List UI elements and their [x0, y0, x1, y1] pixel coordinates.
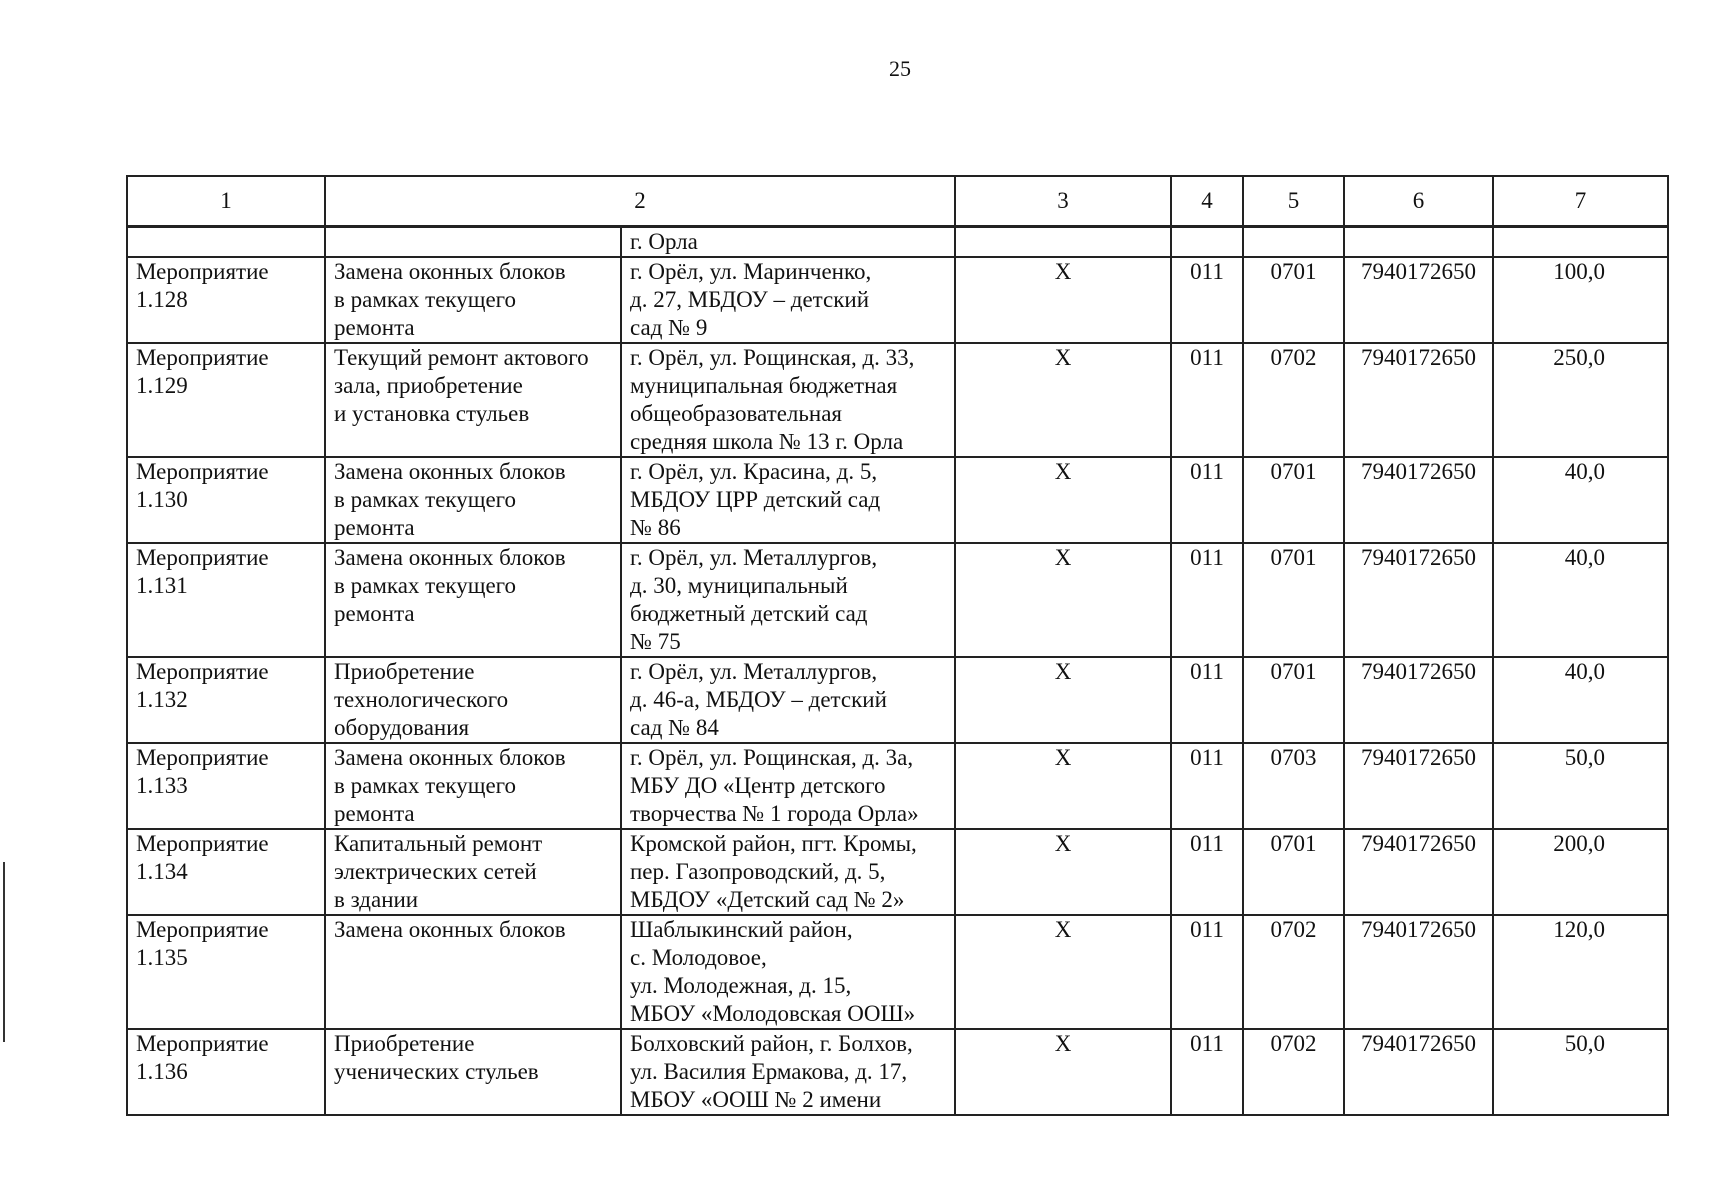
col4-cell: 011 [1171, 915, 1243, 1029]
col3-cell: Х [955, 915, 1171, 1029]
header-cell: 3 [955, 176, 1171, 227]
col6-cell: 7940172650 [1344, 257, 1493, 343]
empty-cell [127, 227, 325, 258]
empty-cell [1344, 227, 1493, 258]
event-name-cell: Замена оконных блоков в рамках текущего ремонта [325, 257, 621, 343]
event-id-cell: Мероприятие 1.129 [127, 343, 325, 457]
event-name-cell: Текущий ремонт актового зала, приобретение и установка стульев [325, 343, 621, 457]
table-row [127, 657, 1668, 743]
event-id-cell: Мероприятие 1.128 [127, 257, 325, 343]
col3-cell: Х [955, 257, 1171, 343]
address-cell: Болховский район, г. Болхов, ул. Василия Ермакова, д. 17, МБОУ «ООШ № 2 имени [621, 1029, 955, 1115]
col5-cell: 0702 [1243, 915, 1344, 1029]
address-cell: г. Орёл, ул. Металлургов, д. 46-а, МБДОУ – детский сад № 84 [621, 657, 955, 743]
col4-cell: 011 [1171, 1029, 1243, 1115]
col5-cell: 0701 [1243, 829, 1344, 915]
continuation-row [127, 227, 1668, 258]
amount-cell: 50,0 [1493, 743, 1668, 829]
page-number: 25 [889, 56, 911, 81]
header-cell: 4 [1171, 176, 1243, 227]
event-id-cell: Мероприятие 1.130 [127, 457, 325, 543]
col4-cell: 011 [1171, 657, 1243, 743]
col4-cell: 011 [1171, 829, 1243, 915]
amount-cell: 40,0 [1493, 543, 1668, 657]
col6-cell: 7940172650 [1344, 743, 1493, 829]
empty-cell [325, 227, 621, 258]
table-row [127, 915, 1668, 1029]
header-cell: 2 [325, 176, 955, 227]
amount-cell: 50,0 [1493, 1029, 1668, 1115]
event-name-cell: Замена оконных блоков в рамках текущего ремонта [325, 743, 621, 829]
address-cell: г. Орёл, ул. Металлургов, д. 30, муниципальный бюджетный детский сад № 75 [621, 543, 955, 657]
col6-cell: 7940172650 [1344, 343, 1493, 457]
table-header-row [127, 176, 1668, 227]
event-id-cell: Мероприятие 1.135 [127, 915, 325, 1029]
event-name-cell: Замена оконных блоков в рамках текущего ремонта [325, 543, 621, 657]
empty-cell [1243, 227, 1344, 258]
col4-cell: 011 [1171, 743, 1243, 829]
header-cell: 7 [1493, 176, 1668, 227]
col5-cell: 0701 [1243, 457, 1344, 543]
col5-cell: 0702 [1243, 343, 1344, 457]
col5-cell: 0701 [1243, 257, 1344, 343]
event-name-cell: Капитальный ремонт электрических сетей в здании [325, 829, 621, 915]
col6-cell: 7940172650 [1344, 915, 1493, 1029]
address-cell: Кромской район, пгт. Кромы, пер. Газопроводский, д. 5, МБДОУ «Детский сад № 2» [621, 829, 955, 915]
event-id-cell: Мероприятие 1.136 [127, 1029, 325, 1115]
col6-cell: 7940172650 [1344, 829, 1493, 915]
col3-cell: Х [955, 1029, 1171, 1115]
table-row [127, 829, 1668, 915]
address-cell: г. Орёл, ул. Маринченко, д. 27, МБДОУ – детский сад № 9 [621, 257, 955, 343]
address-cell: г. Орёл, ул. Рощинская, д. 33, муниципальная бюджетная общеобразовательная средняя школа № 13 г. Орла [621, 343, 955, 457]
header-cell: 5 [1243, 176, 1344, 227]
col6-cell: 7940172650 [1344, 657, 1493, 743]
amount-cell: 40,0 [1493, 657, 1668, 743]
col6-cell: 7940172650 [1344, 543, 1493, 657]
col3-cell: Х [955, 343, 1171, 457]
col3-cell: Х [955, 657, 1171, 743]
col5-cell: 0701 [1243, 657, 1344, 743]
address-cell: г. Орёл, ул. Красина, д. 5, МБДОУ ЦРР детский сад № 86 [621, 457, 955, 543]
address-cell: г. Орла [621, 227, 955, 258]
event-id-cell: Мероприятие 1.133 [127, 743, 325, 829]
registry-table [126, 175, 1669, 1116]
event-id-cell: Мероприятие 1.132 [127, 657, 325, 743]
col3-cell: Х [955, 543, 1171, 657]
table-row [127, 457, 1668, 543]
col4-cell: 011 [1171, 257, 1243, 343]
event-name-cell: Замена оконных блоков в рамках текущего ремонта [325, 457, 621, 543]
event-name-cell: Приобретение технологического оборудования [325, 657, 621, 743]
header-cell: 1 [127, 176, 325, 227]
amount-cell: 200,0 [1493, 829, 1668, 915]
table-row [127, 543, 1668, 657]
col4-cell: 011 [1171, 343, 1243, 457]
scan-edge-mark [3, 862, 5, 1042]
col4-cell: 011 [1171, 457, 1243, 543]
col5-cell: 0703 [1243, 743, 1344, 829]
address-cell: Шаблыкинский район, с. Молодовое, ул. Молодежная, д. 15, МБОУ «Молодовская ООШ» [621, 915, 955, 1029]
amount-cell: 250,0 [1493, 343, 1668, 457]
col4-cell: 011 [1171, 543, 1243, 657]
amount-cell: 120,0 [1493, 915, 1668, 1029]
table-row [127, 1029, 1668, 1115]
col3-cell: Х [955, 829, 1171, 915]
address-cell: г. Орёл, ул. Рощинская, д. 3а, МБУ ДО «Центр детского творчества № 1 города Орла» [621, 743, 955, 829]
col6-cell: 7940172650 [1344, 1029, 1493, 1115]
table-row [127, 343, 1668, 457]
empty-cell [1171, 227, 1243, 258]
event-name-cell: Приобретение ученических стульев [325, 1029, 621, 1115]
event-name-cell: Замена оконных блоков [325, 915, 621, 1029]
col3-cell: Х [955, 457, 1171, 543]
col5-cell: 0701 [1243, 543, 1344, 657]
event-id-cell: Мероприятие 1.131 [127, 543, 325, 657]
empty-cell [955, 227, 1171, 258]
amount-cell: 40,0 [1493, 457, 1668, 543]
table-row [127, 743, 1668, 829]
empty-cell [1493, 227, 1668, 258]
amount-cell: 100,0 [1493, 257, 1668, 343]
col3-cell: Х [955, 743, 1171, 829]
event-id-cell: Мероприятие 1.134 [127, 829, 325, 915]
header-cell: 6 [1344, 176, 1493, 227]
col5-cell: 0702 [1243, 1029, 1344, 1115]
table-row [127, 257, 1668, 343]
col6-cell: 7940172650 [1344, 457, 1493, 543]
